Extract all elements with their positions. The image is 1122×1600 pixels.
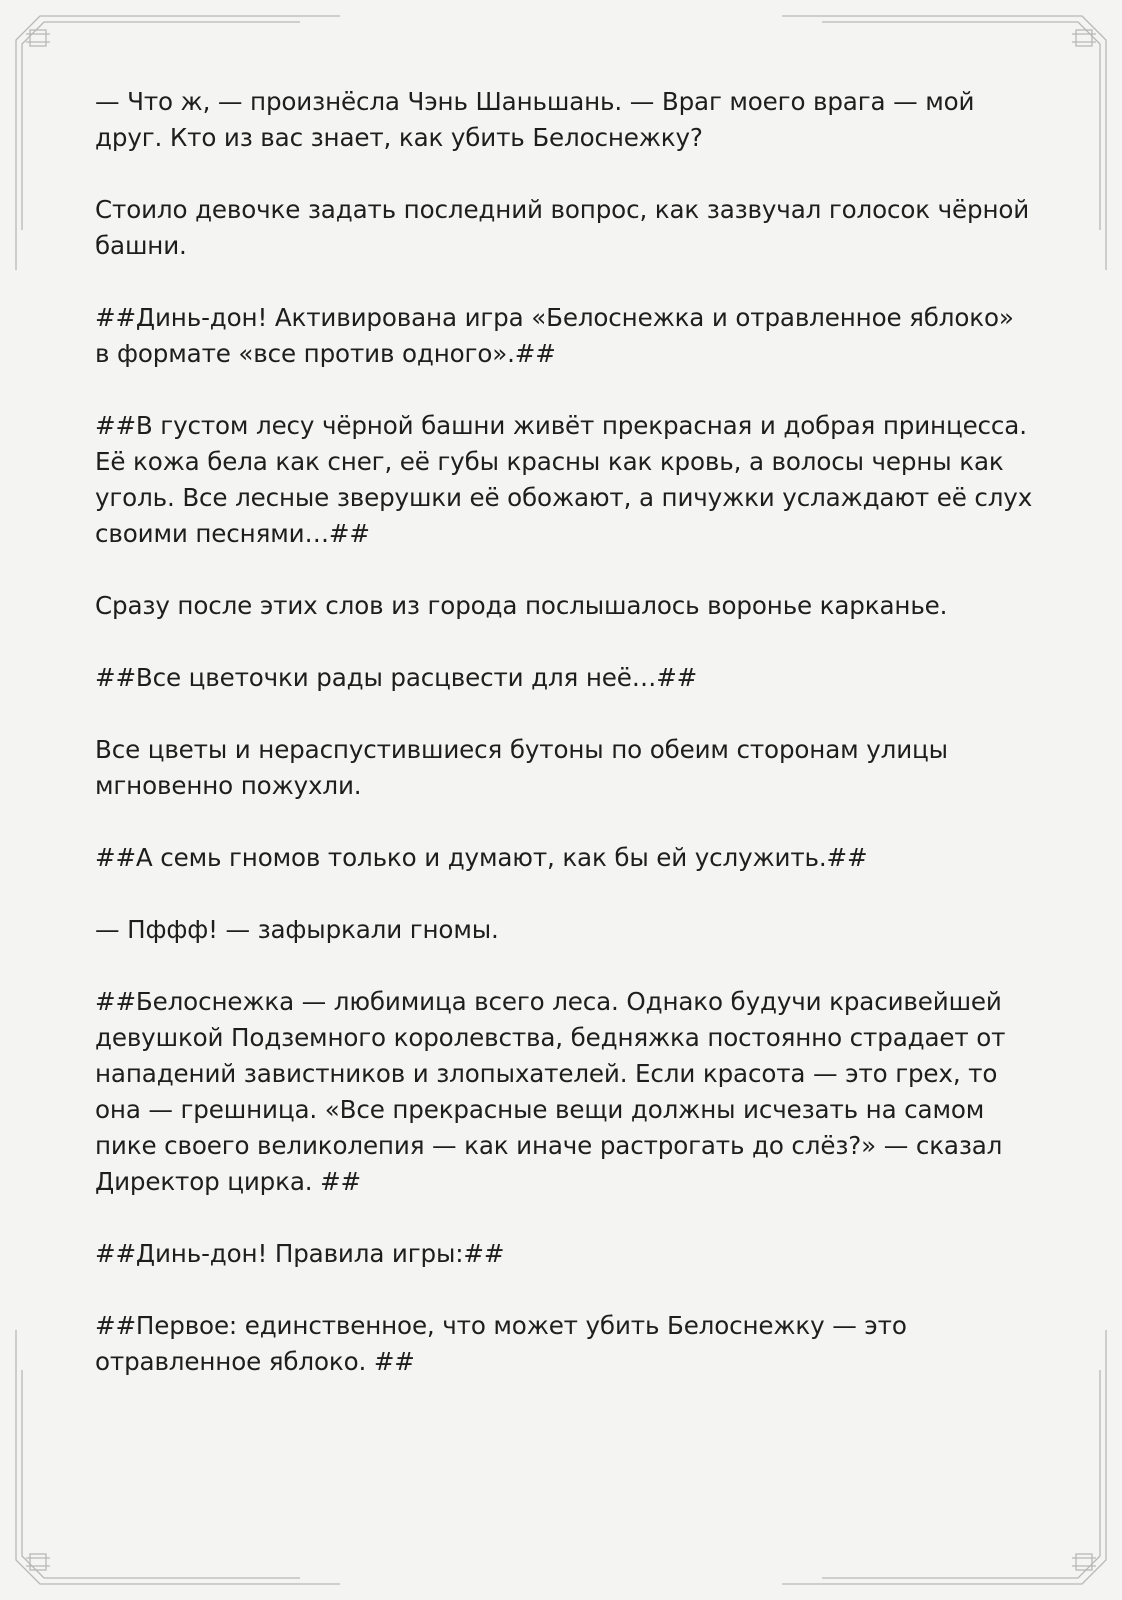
paragraph: — Что ж, — произнёсла Чэнь Шаньшань. — Враг моего врага — мой друг. Кто из вас знает, как убить Белоснежку? [95,87,975,152]
paragraph: ##Первое: единственное, что может убить Белоснежку — это отравленное яблоко. ## [95,1311,907,1376]
paragraph: ##Белоснежка — любимица всего леса. Однако будучи красивейшей девушкой Подземного королевства, бедняжка постоянно страдает от нападений завистников и злопыхателей. Если красота — это грех, то она — грешница. «Все прекрасные вещи должны исчезать на самом пике своего великолепия — как иначе растрогать до слёз?» — сказал Директор цирка. ## [95,987,1006,1196]
paragraph: Стоило девочке задать последний вопрос, как зазвучал голосок чёрной башни. [95,195,1030,260]
paragraph: ##В густом лесу чёрной башни живёт прекрасная и добрая принцесса. Её кожа бела как снег, её губы красны как кровь, а волосы черны как уголь. Все лесные зверушки её обожают, а пичужки услаждают её слух своими песнями…## [95,411,1033,548]
paragraph: ##Динь-дон! Активирована игра «Белоснежка и отравленное яблоко» в формате «все против одного».## [95,303,1014,368]
page-body-text [95,84,1035,1416]
paragraph: ##Динь-дон! Правила игры:## [95,1239,505,1268]
paragraph: Сразу после этих слов из города послышалось воронье карканье. [95,591,948,620]
paragraph: — Пффф! — зафыркали гномы. [95,915,499,944]
paragraph: Все цветы и нераспустившиеся бутоны по обеим сторонам улицы мгновенно пожухли. [95,735,948,800]
paragraph: ##А семь гномов только и думают, как бы ей услужить.## [95,843,868,872]
paragraph: ##Все цветочки рады расцвести для неё…## [95,663,698,692]
